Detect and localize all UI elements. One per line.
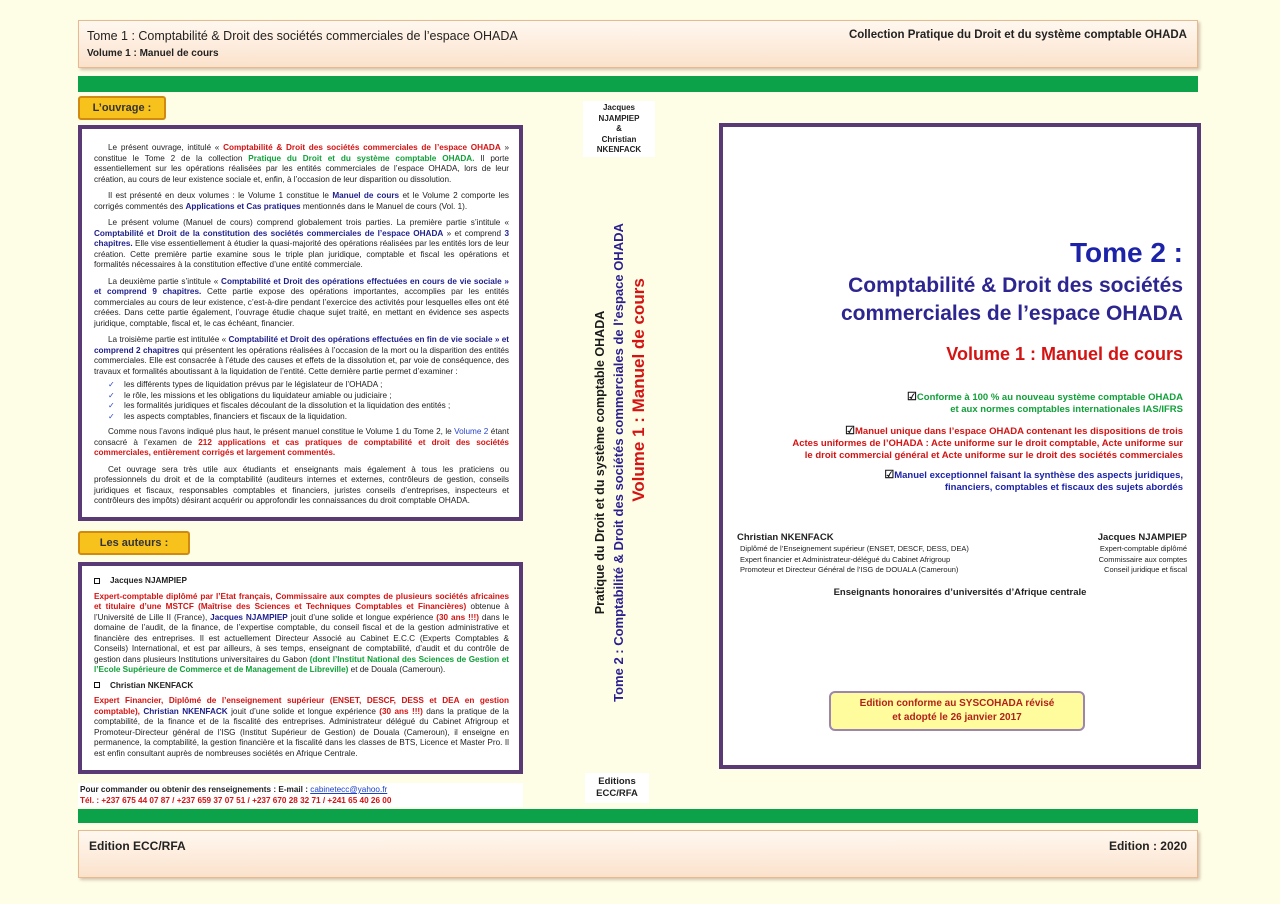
ouvrage-p5: La troisième partie est intitulée « Comptabilité et Droit des opérations effectuées en fin de vie sociale » et comprend 2 chapitres qui présentent les opérations réalisées à l’occasion de la mort ou la disparition des entités commerciales. Elle est consacrée à l’étude des causes et effets de la dissolution et, par voie de conséquence, des travaux et formalités aboutissant à la liquidation de l’entité. Cette dernière partie permet d’examiner :	[94, 335, 509, 376]
author1-bio: Expert-comptable diplômé par l’Etat français, Commissaire aux comptes de plusieurs sociétés africaines et titulaire d’une MSTCF (Maîtrise des Sciences et Techniques Comptables et Financières) obtenue à l’Université de Lille II (France), Jacques NJAMPIEP jouit d’une solide et longue expérience (30 ans !!!) dans le domaine de l’audit, de la finance, de l’expertise comptable, du conseil fiscal et de la gestion administrative et financière des entreprises. Il est actuellement Directeur Associé au Cabinet E.C.C (Experts Comptables & Conseils) International, et est par ailleurs, à ses temps, enseignant de comptabilité, d’audit et du contrôle de gestion dans plusieurs Institutions universitaires du Gabon (dont l’Institut National des Sciences de Gestion et l’Ecole Supérieure de Commerce et de Management de Libreville) et de Douala (Cameroun).	[94, 591, 509, 674]
header-collection: Collection Pratique du Droit et du système comptable OHADA	[848, 29, 1187, 41]
spine-publisher: Editions ECC/RFA	[585, 773, 649, 803]
list-item: ✓ les différents types de liquidation prévus par le législateur de l’OHADA ;	[104, 380, 509, 391]
ouvrage-box	[78, 125, 523, 521]
edition-box: Edition conforme au SYSCOHADA révisé et adopté le 26 janvier 2017	[829, 691, 1085, 731]
checkbox-icon: ☑	[907, 391, 917, 403]
ouvrage-p2: Il est présenté en deux volumes : le Volume 1 constitue le Manuel de cours et le Volume 2 comporte les corrigés commentés des Applications et Cas pratiques mentionnés dans le Manuel de cours (Vol. 1).	[94, 191, 509, 211]
footer-right: Edition : 2020	[1108, 839, 1187, 853]
author2-heading: Christian NKENFACK	[94, 681, 509, 692]
feature-3: ☑Manuel exceptionnel faisant la synthèse des aspects juridiques, financiers, comptables et fiscaux des sujets abordés	[884, 469, 1183, 493]
honoraires: Enseignants honoraires d’universités d’Afrique centrale	[833, 587, 1087, 598]
checkbox-icon: ☑	[884, 469, 895, 481]
header-subtitle: Volume 1 : Manuel de cours	[87, 48, 219, 59]
front-cover	[719, 123, 1201, 769]
top-green-bar	[78, 76, 1198, 92]
ouvrage-p4: La deuxième partie s’intitule « Comptabilité et Droit des opérations effectuées en cours de vie sociale » et comprend 9 chapitres. Cette partie expose des opérations importantes, accomplies par les entités commerciales au cours de leur existence, c’est-à-dire pendant l’exercice des activités pour lesquelles elles ont été créées. Dans cette partie également, l’ouvrage étudie chaque sujet traité, en mettant en évidence ses aspects juridique, comptable, fiscal et, le cas échéant, financier.	[94, 276, 510, 328]
author-left: Christian NKENFACK Diplômé de l’Enseignement supérieur (ENSET, DESCF, DESS, DEA) Expert financier et Administrateur-délégué du Cabinet Afrigroup Promoteur et Directeur Général de l’ISG de DOUALA (Cameroun)	[737, 532, 969, 574]
tome-heading: Tome 2 :	[1069, 237, 1183, 268]
list-item: ✓ les formalités juridiques et fiscales découlant de la dissolution et la liquidation des entités ;	[104, 401, 509, 412]
auteurs-box	[78, 562, 523, 774]
ouvrage-p1: Le présent ouvrage, intitulé « Comptabilité & Droit des sociétés commerciales de l’espace OHADA » constitue le Tome 2 de la collection Pratique du Droit et du système comptable OHADA. Il porte essentiellement sur les opérations réalisées par les entités commerciales de l’espace OHADA, lors de leur création, au cours de leur existence sociale et, enfin, à l’occasion de leur disparition ou dissolution.	[94, 143, 509, 184]
liquidation-list	[94, 380, 509, 422]
header-title: Tome 1 : Comptabilité & Droit des sociétés commerciales de l’espace OHADA	[87, 29, 518, 43]
cover-title-line2: commerciales de l’espace OHADA	[841, 302, 1183, 325]
ouvrage-p7: Cet ouvrage sera très utile aux étudiants et enseignants mais également à tous les praticiens ou professionnels du droit et de la comptabilité (auditeurs internes et externes, contrôleurs de gestion, conseils juridiques et fiscaux, responsables comptables et financiers, juristes conseils d’entreprises, inspecteurs et contrôleurs des impôts) désirant acquérir ou approfondir les connaissances du droit comptable OHADA.	[94, 464, 509, 505]
auteurs-label: Les auteurs :	[78, 531, 190, 555]
ouvrage-p6: Comme nous l’avons indiqué plus haut, le présent manuel constitue le Volume 1 du Tome 2, le Volume 2 étant consacré à l’examen de 212 applications et cas pratiques de comptabilité et droit des sociétés commerciales, entièrement corrigés et largement commentés.	[94, 427, 509, 457]
author2-bio: Expert Financier, Diplômé de l’enseignement supérieur (ENSET, DESCF, DESS et DEA en gestion comptable), Christian NKENFACK jouit d’une solide et longue expérience (30 ans !!!) dans la pratique de la comptabilité, de la finance et de la fiscalité des entreprises. Administrateur délégué du Cabinet Afrigroup et Promoteur-Directeur général de l’ISG (Institut Supérieur de Gestion) de Douala (Cameroun), il enseigne en permanence, la comptabilité, la gestion financière et la fiscalité dans les classes de BTS, Licence et Master Pro. Il est enfin consultant auprès de nombreuses sociétés en Afrique Centrale.	[94, 696, 509, 758]
spine-titles	[590, 180, 650, 745]
spine-line2: Tome 2 : Comptabilité & Droit des sociétés commerciales de l’espace OHADA	[611, 223, 626, 702]
author1-heading: Jacques NJAMPIEP	[94, 576, 509, 587]
contact-label: Pour commander ou obtenir des renseignements : E-mail :	[80, 785, 311, 794]
ouvrage-label: L’ouvrage :	[78, 96, 166, 120]
checkbox-icon: ☑	[845, 425, 856, 437]
spine-authors: Jacques NJAMPIEP & Christian NKENFACK	[583, 101, 655, 157]
list-item: ✓ le rôle, les missions et les obligations du liquidateur amiable ou judiciaire ;	[104, 391, 509, 402]
author-right: Jacques NJAMPIEP Expert-comptable diplômé Commissaire aux comptes Conseil juridique et fiscal	[1097, 532, 1187, 574]
author-left-name: Christian NKENFACK	[737, 532, 834, 543]
footer-band	[78, 830, 1198, 878]
author-right-name: Jacques NJAMPIEP	[1097, 532, 1187, 543]
feature-1: ☑Conforme à 100 % au nouveau système comptable OHADA et aux normes comptables internationales IAS/IFRS	[907, 391, 1183, 415]
ouvrage-p3: Le présent volume (Manuel de cours) comprend globalement trois parties. La première partie s’intitule « Comptabilité et Droit de la constitution des sociétés commerciales de l’espace OHADA » et comprend 3 chapitres. Elle vise essentiellement à étudier la quasi-majorité des opérations réalisées par les entités lors de leur création. Cette première partie examine sous le triple plan juridique, comptable et fiscal les opérations et formalités nécessaires à la constitution effective d’une entité commerciale.	[94, 218, 509, 269]
cover-volume: Volume 1 : Manuel de cours	[946, 344, 1183, 364]
cover-title-line1: Comptabilité & Droit des sociétés	[848, 274, 1183, 297]
contact-email-link[interactable]: cabinetecc@yahoo.fr	[310, 785, 388, 794]
spine-line3: Volume 1 : Manuel de cours	[629, 278, 648, 502]
contact-phones: Tél. : +237 675 44 07 87 / +237 659 37 07 51 / +237 670 28 32 71 / +241 65 40 26 00	[80, 796, 392, 805]
footer-left: Edition ECC/RFA	[89, 839, 186, 853]
contact-block	[78, 783, 523, 807]
spine-line1: Pratique du Droit et du système comptable OHADA	[593, 310, 607, 615]
list-item: ✓ les aspects comptables, financiers et fiscaux de la liquidation.	[104, 412, 509, 423]
header-band	[78, 20, 1198, 68]
feature-2: ☑Manuel unique dans l’espace OHADA contenant les dispositions de trois Actes uniformes de l’OHADA : Acte uniforme sur le droit comptable, Acte uniforme sur le droit commercial général et Acte uniforme sur le droit des sociétés commerciales	[792, 425, 1183, 461]
bottom-green-bar	[78, 809, 1198, 823]
